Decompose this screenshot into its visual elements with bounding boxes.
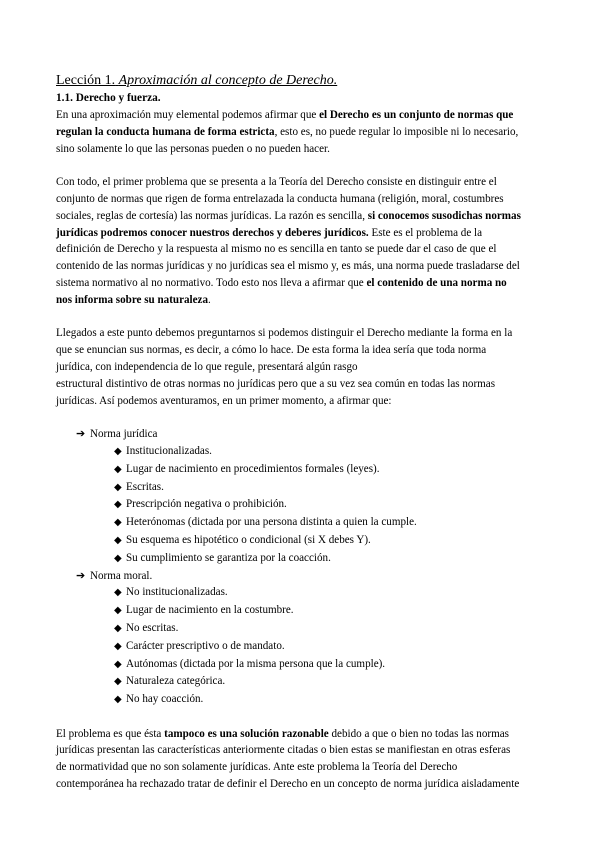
list-item	[114, 550, 544, 568]
p1-line-1	[56, 107, 544, 124]
diamond-bullet-icon: ◆	[114, 605, 122, 617]
p3-line-4: estructural distintivo de otras normas no jurídicas pero que a su vez sea común en todas las normas	[56, 377, 496, 390]
p3-line-1: Llegados a este punto debemos preguntarnos si podemos distinguir el Derecho mediante la forma en la	[56, 327, 513, 340]
list-category-moral	[56, 568, 544, 585]
p4-line-1	[56, 726, 544, 743]
p4-text-1a: El problema es que ésta	[56, 727, 165, 740]
list-item-text: Prescripción negativa o prohibición.	[126, 498, 287, 511]
list-item	[114, 673, 544, 691]
diamond-bullet-icon: ◆	[114, 676, 122, 688]
paragraph-4	[56, 726, 544, 793]
p2-text-3a: sociales, reglas de cortesía) las normas jurídicas. La razón es sencilla,	[56, 209, 368, 222]
diamond-bullet-icon: ◆	[114, 622, 122, 634]
list-item	[114, 479, 544, 497]
p4-line-4: contemporánea ha rechazado tratar de definir el Derecho en un concepto de norma jurídica aisladamente	[56, 778, 520, 791]
list-item	[114, 514, 544, 532]
p2-line-2: conjunto de normas que rigen de forma entrelazada la conducta humana (religión, moral, costumbres	[56, 192, 504, 205]
p1-line-3: sino solamente lo que las personas pueden o no pueden hacer.	[56, 142, 330, 155]
list-item	[114, 461, 544, 479]
list-item	[114, 656, 544, 674]
p3-line-3: jurídica, con independencia de lo que regule, presentará algún rasgo	[56, 360, 358, 373]
p2-bold-8a: nos informa sobre su naturaleza	[56, 293, 209, 306]
list-item	[114, 496, 544, 514]
p1-bold-b: el Derecho es un conjunto de normas que	[319, 109, 514, 121]
p2-line-3	[56, 208, 544, 225]
p1-text-a: En una aproximación muy elemental podemos afirmar que	[56, 109, 320, 121]
diamond-bullet-icon: ◆	[114, 694, 122, 706]
list-item-text: No hay coacción.	[126, 693, 204, 706]
lesson-number: Lección 1.	[56, 73, 116, 88]
list-item-text: Escritas.	[126, 480, 164, 493]
lesson-title: Aproximación al concepto de Derecho.	[118, 73, 338, 88]
arrow-bullet-icon: ➔	[76, 428, 86, 441]
list-item	[114, 532, 544, 550]
diamond-bullet-icon: ◆	[114, 587, 122, 599]
p2-line-8	[56, 292, 544, 309]
page-title	[56, 72, 544, 90]
p2-bold-4a: jurídicas podremos conocer nuestros derechos y deberes jurídicos.	[56, 226, 369, 239]
p2-text-7a: sistema normativo al no normativo. Todo esto nos lleva a afirmar que	[56, 276, 367, 289]
list-item-text: Heterónomas (dictada por una persona distinta a quien la cumple.	[126, 516, 417, 529]
p4-text-1c: debido a que o bien no todas las normas	[328, 727, 509, 740]
list-category-juridica	[56, 426, 544, 443]
diamond-bullet-icon: ◆	[114, 517, 122, 529]
paragraph-1	[56, 107, 544, 157]
juridica-items	[56, 443, 544, 568]
diamond-bullet-icon: ◆	[114, 445, 122, 457]
section-heading: 1.1. Derecho y fuerza.	[56, 92, 161, 104]
p1-text-d: , esto es, no puede regular lo imposible ni lo necesario,	[274, 125, 519, 138]
p2-line-4	[56, 225, 544, 242]
list-item	[114, 584, 544, 602]
list-item	[114, 638, 544, 656]
list-item-text: No escritas.	[126, 621, 179, 634]
p1-bold-c: regulan la conducta humana de forma estricta	[56, 125, 275, 138]
list-item	[114, 602, 544, 620]
diamond-bullet-icon: ◆	[114, 658, 122, 670]
p2-line-7	[56, 275, 544, 292]
list-item-text: Lugar de nacimiento en procedimientos formales (leyes).	[126, 462, 380, 475]
p4-line-2: jurídicas presentan las características anteriormente citadas o bien estas se manifiestan en otras esferas	[56, 744, 511, 757]
p2-bold-3b: si conocemos susodichas normas	[367, 209, 521, 222]
category-label: Norma moral.	[90, 569, 153, 582]
p2-line-6: contenido de las normas jurídicas y no jurídicas sea el mismo y, es más, una norma puede trasladarse del	[56, 260, 520, 273]
document-page	[56, 72, 544, 810]
moral-items	[56, 584, 544, 709]
list-item-text: No institucionalizadas.	[126, 586, 228, 599]
list-item	[114, 443, 544, 461]
list-item-text: Carácter prescriptivo o de mandato.	[126, 639, 285, 652]
p4-bold-1b: tampoco es una solución razonable	[164, 727, 329, 740]
diamond-bullet-icon: ◆	[114, 499, 122, 511]
p3-line-5: jurídicas. Así podemos aventuramos, en un primer momento, a afirmar que:	[56, 394, 392, 407]
list-item	[114, 691, 544, 709]
p2-text-4b: Este es el problema de la	[368, 226, 483, 239]
p4-line-3: de normatividad que no son solamente jurídicas. Ante este problema la Teoría del Derecho	[56, 761, 458, 774]
arrow-bullet-icon: ➔	[76, 569, 86, 582]
list-item	[114, 620, 544, 638]
diamond-bullet-icon: ◆	[114, 534, 122, 546]
paragraph-3	[56, 325, 544, 409]
list-item-text: Autónomas (dictada por la misma persona que la cumple).	[126, 657, 386, 670]
list-item-text: Naturaleza categórica.	[126, 675, 226, 688]
p2-line-1: Con todo, el primer problema que se presenta a la Teoría del Derecho consiste en distinguir entre el	[56, 176, 497, 189]
diamond-bullet-icon: ◆	[114, 481, 122, 493]
p2-line-5: definición de Derecho y la respuesta al mismo no es sencilla en tanto se puede dar el caso de que el	[56, 243, 497, 256]
p1-line-2	[56, 124, 544, 141]
list-item-text: Su esquema es hipotético o condicional (si X debes Y).	[126, 533, 371, 546]
p2-text-8b: .	[208, 293, 211, 306]
norms-comparison-list	[56, 426, 544, 709]
diamond-bullet-icon: ◆	[114, 552, 122, 564]
list-item-text: Su cumplimiento se garantiza por la coacción.	[126, 551, 331, 564]
list-item-text: Institucionalizadas.	[126, 444, 212, 457]
diamond-bullet-icon: ◆	[114, 463, 122, 475]
diamond-bullet-icon: ◆	[114, 640, 122, 652]
paragraph-2	[56, 174, 544, 308]
list-item-text: Lugar de nacimiento en la costumbre.	[126, 604, 294, 617]
p2-bold-7b: el contenido de una norma no	[366, 276, 507, 289]
category-label: Norma jurídica	[90, 428, 158, 441]
p3-line-2: que se enuncian sus normas, es decir, a cómo lo hace. De esta forma la idea sería que toda norma	[56, 344, 487, 357]
